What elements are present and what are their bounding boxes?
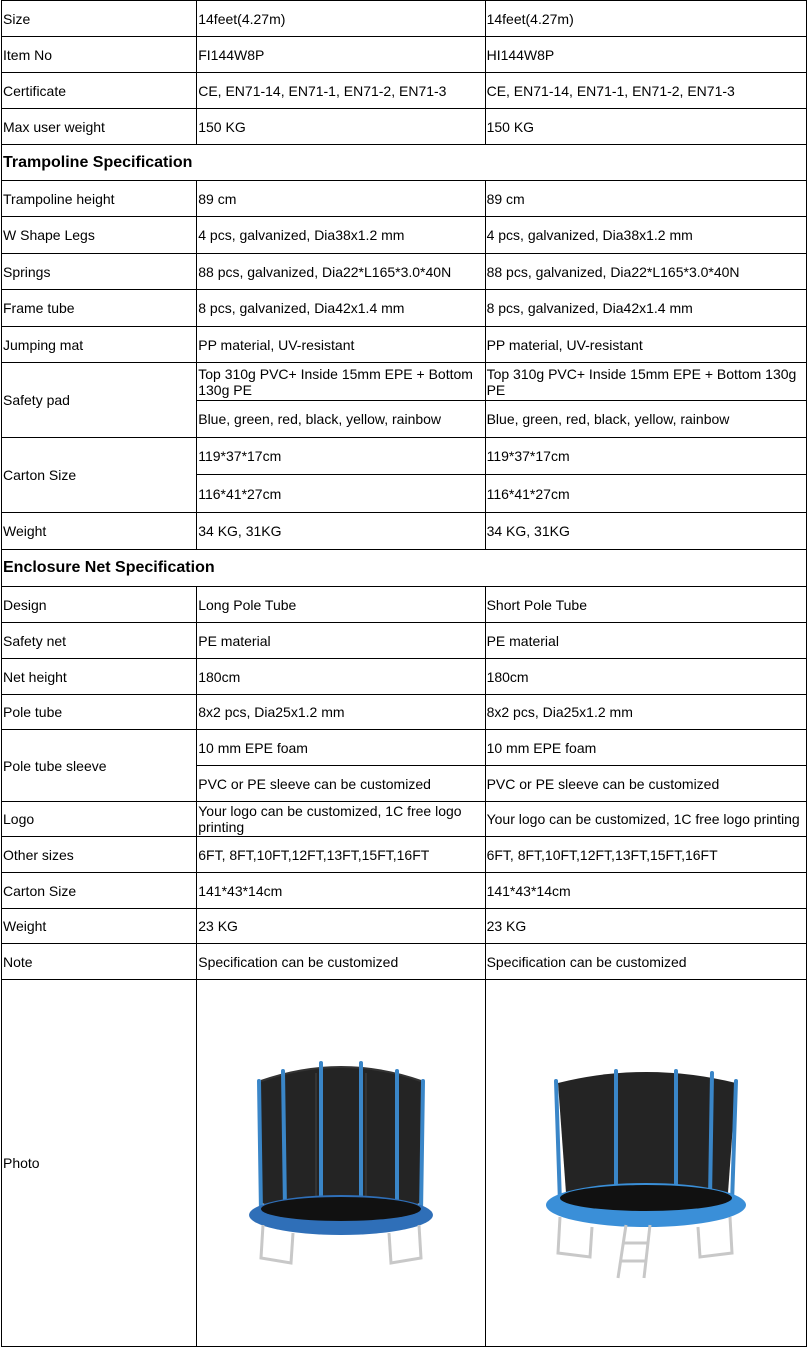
row-label: Safety net [2,623,197,659]
row-label: Carton Size [2,438,197,513]
cell-value-a: FI144W8P [197,37,485,73]
cell-value-a: PE material [197,623,485,659]
table-row [2,217,807,254]
section-header-row [2,550,807,587]
table-row [2,254,807,290]
trampoline-long-pole-image [221,1053,461,1273]
table-row [2,730,807,766]
row-label: Safety pad [2,363,197,438]
cell-value-a: 116*41*27cm [197,475,485,513]
row-label: Net height [2,659,197,695]
cell-value-b: Blue, green, red, black, yellow, rainbow [485,401,806,438]
cell-value-a: Specification can be customized [197,944,485,980]
cell-value-a: 150 KG [197,109,485,145]
cell-value-b: HI144W8P [485,37,806,73]
row-label: Logo [2,802,197,837]
cell-value-a: 88 pcs, galvanized, Dia22*L165*3.0*40N [197,254,485,290]
cell-value-b: 141*43*14cm [485,873,806,909]
row-label: Max user weight [2,109,197,145]
spec-table [1,0,807,1347]
table-row [2,909,807,944]
cell-value-b: Top 310g PVC+ Inside 15mm EPE + Bottom 130g PE [485,363,806,401]
cell-value-a: Blue, green, red, black, yellow, rainbow [197,401,485,438]
cell-value-b: 4 pcs, galvanized, Dia38x1.2 mm [485,217,806,254]
photo-row [2,980,807,1347]
photo-long-pole [197,980,485,1347]
row-label: Carton Size [2,873,197,909]
cell-value-b: 116*41*27cm [485,475,806,513]
photo-short-pole [485,980,806,1347]
table-row [2,181,807,217]
cell-value-b: CE, EN71-14, EN71-1, EN71-2, EN71-3 [485,73,806,109]
row-label: Item No [2,37,197,73]
cell-value-b: 88 pcs, galvanized, Dia22*L165*3.0*40N [485,254,806,290]
table-row [2,327,807,363]
table-row [2,73,807,109]
cell-value-a: 34 KG, 31KG [197,513,485,550]
row-label: Jumping mat [2,327,197,363]
cell-value-b: Short Pole Tube [485,587,806,623]
trampoline-short-pole-image [526,1043,766,1283]
row-label: Other sizes [2,837,197,873]
cell-value-a: 180cm [197,659,485,695]
cell-value-a: 6FT, 8FT,10FT,12FT,13FT,15FT,16FT [197,837,485,873]
cell-value-a: 10 mm EPE foam [197,730,485,766]
cell-value-b: PE material [485,623,806,659]
table-row [2,623,807,659]
row-label: Design [2,587,197,623]
row-label: Springs [2,254,197,290]
table-row [2,109,807,145]
row-label: Note [2,944,197,980]
cell-value-b: Specification can be customized [485,944,806,980]
cell-value-b: 119*37*17cm [485,438,806,475]
row-label: W Shape Legs [2,217,197,254]
cell-value-a: 8 pcs, galvanized, Dia42x1.4 mm [197,290,485,327]
cell-value-b: 89 cm [485,181,806,217]
table-row [2,695,807,730]
cell-value-a: 14feet(4.27m) [197,1,485,37]
table-row [2,802,807,837]
cell-value-a: 119*37*17cm [197,438,485,475]
table-row [2,438,807,475]
row-label: Trampoline height [2,181,197,217]
row-label: Pole tube sleeve [2,730,197,802]
cell-value-a: 23 KG [197,909,485,944]
table-row [2,1,807,37]
section-title-enclosure: Enclosure Net Specification [2,550,807,587]
table-row [2,587,807,623]
table-row [2,37,807,73]
cell-value-a: Your logo can be customized, 1C free logo printing [197,802,485,837]
cell-value-b: 23 KG [485,909,806,944]
cell-value-a: 4 pcs, galvanized, Dia38x1.2 mm [197,217,485,254]
cell-value-b: 34 KG, 31KG [485,513,806,550]
row-label: Certificate [2,73,197,109]
cell-value-b: PP material, UV-resistant [485,327,806,363]
cell-value-a: PP material, UV-resistant [197,327,485,363]
table-row [2,873,807,909]
cell-value-a: Long Pole Tube [197,587,485,623]
table-row [2,513,807,550]
cell-value-b: 150 KG [485,109,806,145]
section-header-row [2,145,807,181]
row-label: Weight [2,513,197,550]
cell-value-b: 8x2 pcs, Dia25x1.2 mm [485,695,806,730]
row-label: Pole tube [2,695,197,730]
cell-value-b: Your logo can be customized, 1C free logo printing [485,802,806,837]
cell-value-b: PVC or PE sleeve can be customized [485,766,806,802]
cell-value-a: 141*43*14cm [197,873,485,909]
cell-value-a: 8x2 pcs, Dia25x1.2 mm [197,695,485,730]
table-row [2,290,807,327]
row-label: Weight [2,909,197,944]
cell-value-a: CE, EN71-14, EN71-1, EN71-2, EN71-3 [197,73,485,109]
section-title-trampoline: Trampoline Specification [2,145,807,181]
table-row [2,944,807,980]
cell-value-b: 14feet(4.27m) [485,1,806,37]
cell-value-b: 6FT, 8FT,10FT,12FT,13FT,15FT,16FT [485,837,806,873]
cell-value-a: 89 cm [197,181,485,217]
cell-value-b: 180cm [485,659,806,695]
table-row [2,363,807,401]
cell-value-b: 8 pcs, galvanized, Dia42x1.4 mm [485,290,806,327]
table-row [2,659,807,695]
table-row [2,837,807,873]
row-label: Photo [2,980,197,1347]
cell-value-a: Top 310g PVC+ Inside 15mm EPE + Bottom 130g PE [197,363,485,401]
row-label: Size [2,1,197,37]
cell-value-b: 10 mm EPE foam [485,730,806,766]
row-label: Frame tube [2,290,197,327]
cell-value-a: PVC or PE sleeve can be customized [197,766,485,802]
